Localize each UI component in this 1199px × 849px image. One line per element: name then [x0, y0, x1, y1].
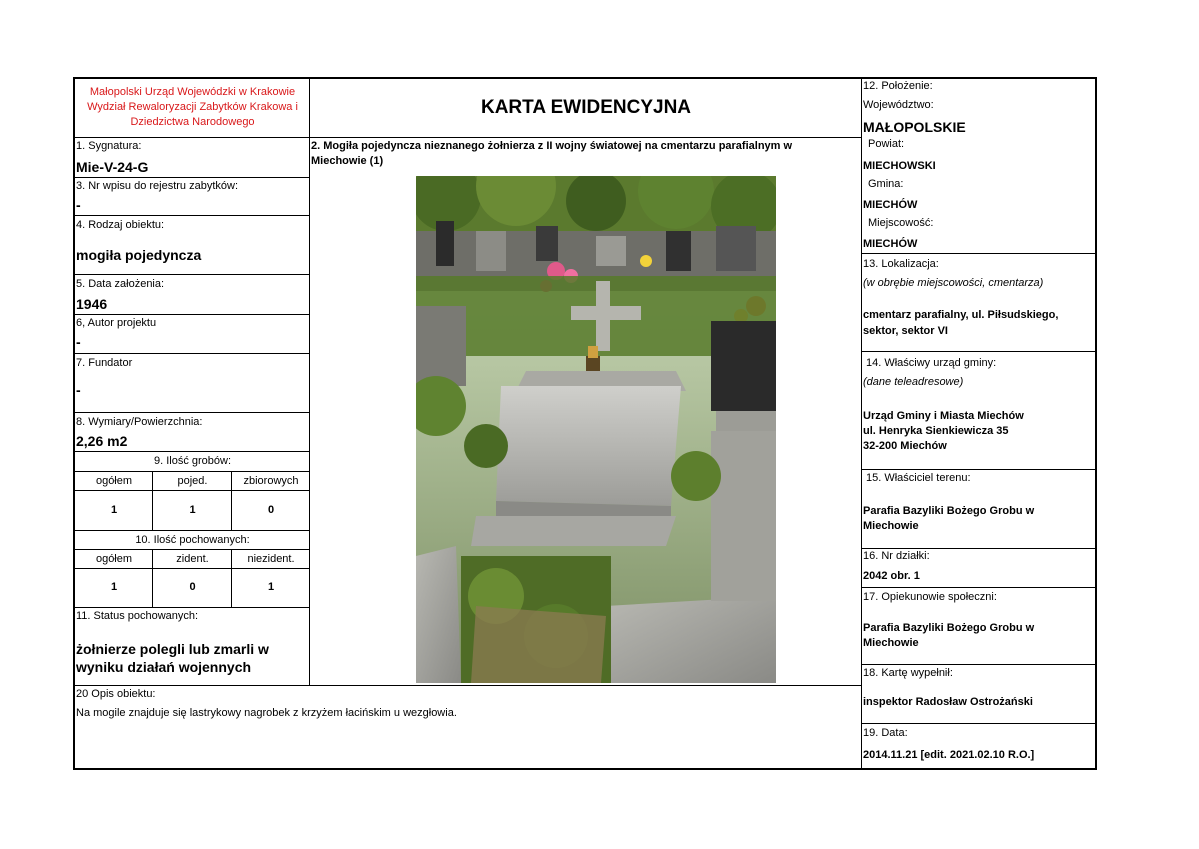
- field-2-object-name: [310, 138, 862, 686]
- field-19-date: [862, 724, 1095, 770]
- field-14-value-line-3: 32-200 Miechów: [863, 440, 947, 452]
- field-15-value-line-1: Parafia Bazyliki Bożego Grobu w: [863, 505, 1035, 517]
- field-7-value: -: [76, 382, 81, 398]
- field-6-author: [75, 315, 310, 354]
- field-8-dimensions: [75, 413, 310, 452]
- cemetery-grave-photo-icon: [416, 176, 776, 683]
- field-9-col-single: [153, 472, 232, 491]
- field-9-col-total: [75, 472, 153, 491]
- municipality-label: Gmina:: [868, 178, 904, 190]
- field-6-value: -: [76, 334, 81, 350]
- field-4-object-type: [75, 216, 310, 275]
- field-15-value-line-2: Miechowie: [863, 520, 919, 532]
- record-card: [73, 77, 1097, 770]
- field-8-value: 2,26 m2: [76, 433, 128, 449]
- field-9-header-total: ogółem: [95, 475, 133, 487]
- field-10-value-total: 1: [110, 581, 118, 593]
- field-20-description: [75, 686, 862, 770]
- field-10-header-identified: zident.: [176, 553, 209, 565]
- voivodeship-value: MAŁOPOLSKIE: [863, 119, 966, 135]
- field-7-label: 7. Fundator: [76, 357, 133, 369]
- field-2-line-2: Miechowie (1): [311, 155, 384, 167]
- field-17-caretakers: [862, 588, 1095, 665]
- field-11-value-line-2: wyniku działań wojennych: [76, 659, 252, 675]
- field-10-buried-header: [75, 531, 310, 550]
- field-14-label: 14. Właściwy urząd gminy:: [866, 357, 997, 369]
- field-10-col-unidentified: [232, 550, 310, 569]
- field-3-register: [75, 178, 310, 216]
- municipality-value: MIECHÓW: [863, 199, 918, 211]
- field-10-cell-identified: [153, 569, 232, 608]
- field-11-value-line-1: żołnierze polegli lub zmarli w: [76, 641, 269, 657]
- field-4-value: mogiła pojedyncza: [76, 247, 202, 263]
- field-1-signature: [75, 138, 310, 178]
- field-3-value: -: [76, 197, 81, 213]
- office-line-2: Wydział Rewaloryzacji Zabytków Krakowa i: [87, 101, 298, 113]
- field-11-label: 11. Status pochowanych:: [76, 610, 199, 622]
- field-1-label: 1. Sygnatura:: [76, 140, 142, 152]
- field-13-value-line-1: cmentarz parafialny, ul. Piłsudskiego,: [863, 309, 1059, 321]
- field-7-founder: [75, 354, 310, 413]
- field-14-value-line-1: Urząd Gminy i Miasta Miechów: [863, 410, 1024, 422]
- field-9-header-collective: zbiorowych: [243, 475, 299, 487]
- grave-photo: [416, 176, 776, 683]
- field-10-value-unidentified: 1: [267, 581, 275, 593]
- field-19-label: 19. Data:: [863, 727, 908, 739]
- field-13-value-line-2: sektor, sektor VI: [863, 325, 948, 337]
- field-6-label: 6, Autor projektu: [76, 317, 157, 329]
- field-20-label: 20 Opis obiektu:: [76, 688, 156, 700]
- field-10-header-total: ogółem: [95, 553, 133, 565]
- field-10-cell-unidentified: [232, 569, 310, 608]
- field-9-value-total: 1: [110, 504, 118, 516]
- card-title: KARTA EWIDENCYJNA: [480, 97, 692, 118]
- field-18-filled-by: [862, 665, 1095, 724]
- field-12-location: [862, 79, 1095, 254]
- field-9-cell-collective: [232, 491, 310, 531]
- office-line-3: Dziedzictwa Narodowego: [130, 116, 255, 128]
- field-4-label: 4. Rodzaj obiektu:: [76, 219, 165, 231]
- field-9-header-single: pojed.: [177, 475, 208, 487]
- field-12-label: 12. Położenie:: [863, 80, 933, 92]
- field-9-graves-header: [75, 452, 310, 472]
- field-10-label: 10. Ilość pochowanych:: [135, 534, 250, 546]
- field-9-col-collective: [232, 472, 310, 491]
- field-10-col-identified: [153, 550, 232, 569]
- field-10-value-identified: 0: [189, 581, 196, 593]
- field-19-value: 2014.11.21 [edit. 2021.02.10 R.O.]: [863, 749, 1035, 761]
- field-1-value: Mie-V-24-G: [76, 159, 149, 175]
- office-line-1: Małopolski Urząd Wojewódzki w Krakowie: [89, 86, 296, 98]
- field-13-label: 13. Lokalizacja:: [863, 258, 939, 270]
- field-14-value-line-2: ul. Henryka Sienkiewicza 35: [863, 425, 1009, 437]
- field-17-label: 17. Opiekunowie społeczni:: [863, 591, 997, 603]
- field-16-plot-number: [862, 549, 1095, 588]
- office-header: [75, 79, 310, 138]
- field-18-value: inspektor Radosław Ostrożański: [863, 696, 1033, 708]
- field-15-label: 15. Właściciel terenu:: [866, 472, 971, 484]
- field-13-localization: [862, 254, 1095, 352]
- county-label: Powiat:: [868, 138, 905, 150]
- field-8-label: 8. Wymiary/Powierzchnia:: [76, 416, 203, 428]
- field-9-value-collective: 0: [267, 504, 275, 516]
- field-17-value-line-2: Miechowie: [863, 637, 919, 649]
- field-5-label: 5. Data założenia:: [76, 278, 165, 290]
- voivodeship-label: Województwo:: [863, 99, 934, 111]
- field-14-sub: (dane teleadresowe): [863, 376, 964, 388]
- field-5-date: [75, 275, 310, 315]
- card-title-cell: [310, 79, 862, 138]
- field-16-value: 2042 obr. 1: [863, 570, 920, 582]
- field-3-label: 3. Nr wpisu do rejestru zabytków:: [76, 180, 239, 192]
- field-13-sub: (w obrębie miejscowości, cmentarza): [863, 277, 1044, 289]
- field-11-status: [75, 608, 310, 686]
- field-14-municipal-office: [862, 352, 1095, 470]
- field-15-land-owner: [862, 470, 1095, 549]
- locality-label: Miejscowość:: [868, 217, 934, 229]
- field-17-value-line-1: Parafia Bazyliki Bożego Grobu w: [863, 622, 1035, 634]
- field-10-cell-total: [75, 569, 153, 608]
- field-2-line-1: 2. Mogiła pojedyncza nieznanego żołnierza z II wojny światowej na cmentarzu parafialnym w: [311, 140, 793, 152]
- field-18-label: 18. Kartę wypełnił:: [863, 667, 953, 679]
- field-9-cell-single: [153, 491, 232, 531]
- field-10-header-unidentified: niezident.: [247, 553, 295, 565]
- field-5-value: 1946: [76, 296, 108, 312]
- field-9-value-single: 1: [189, 504, 196, 516]
- field-10-col-total: [75, 550, 153, 569]
- county-value: MIECHOWSKI: [863, 160, 936, 172]
- field-9-label: 9. Ilość grobów:: [153, 455, 232, 467]
- field-16-label: 16. Nr działki:: [863, 550, 930, 562]
- field-20-value: Na mogile znajduje się lastrykowy nagrobek z krzyżem łacińskim u wezgłowia.: [76, 707, 457, 719]
- locality-value: MIECHÓW: [863, 238, 918, 250]
- field-9-cell-total: [75, 491, 153, 531]
